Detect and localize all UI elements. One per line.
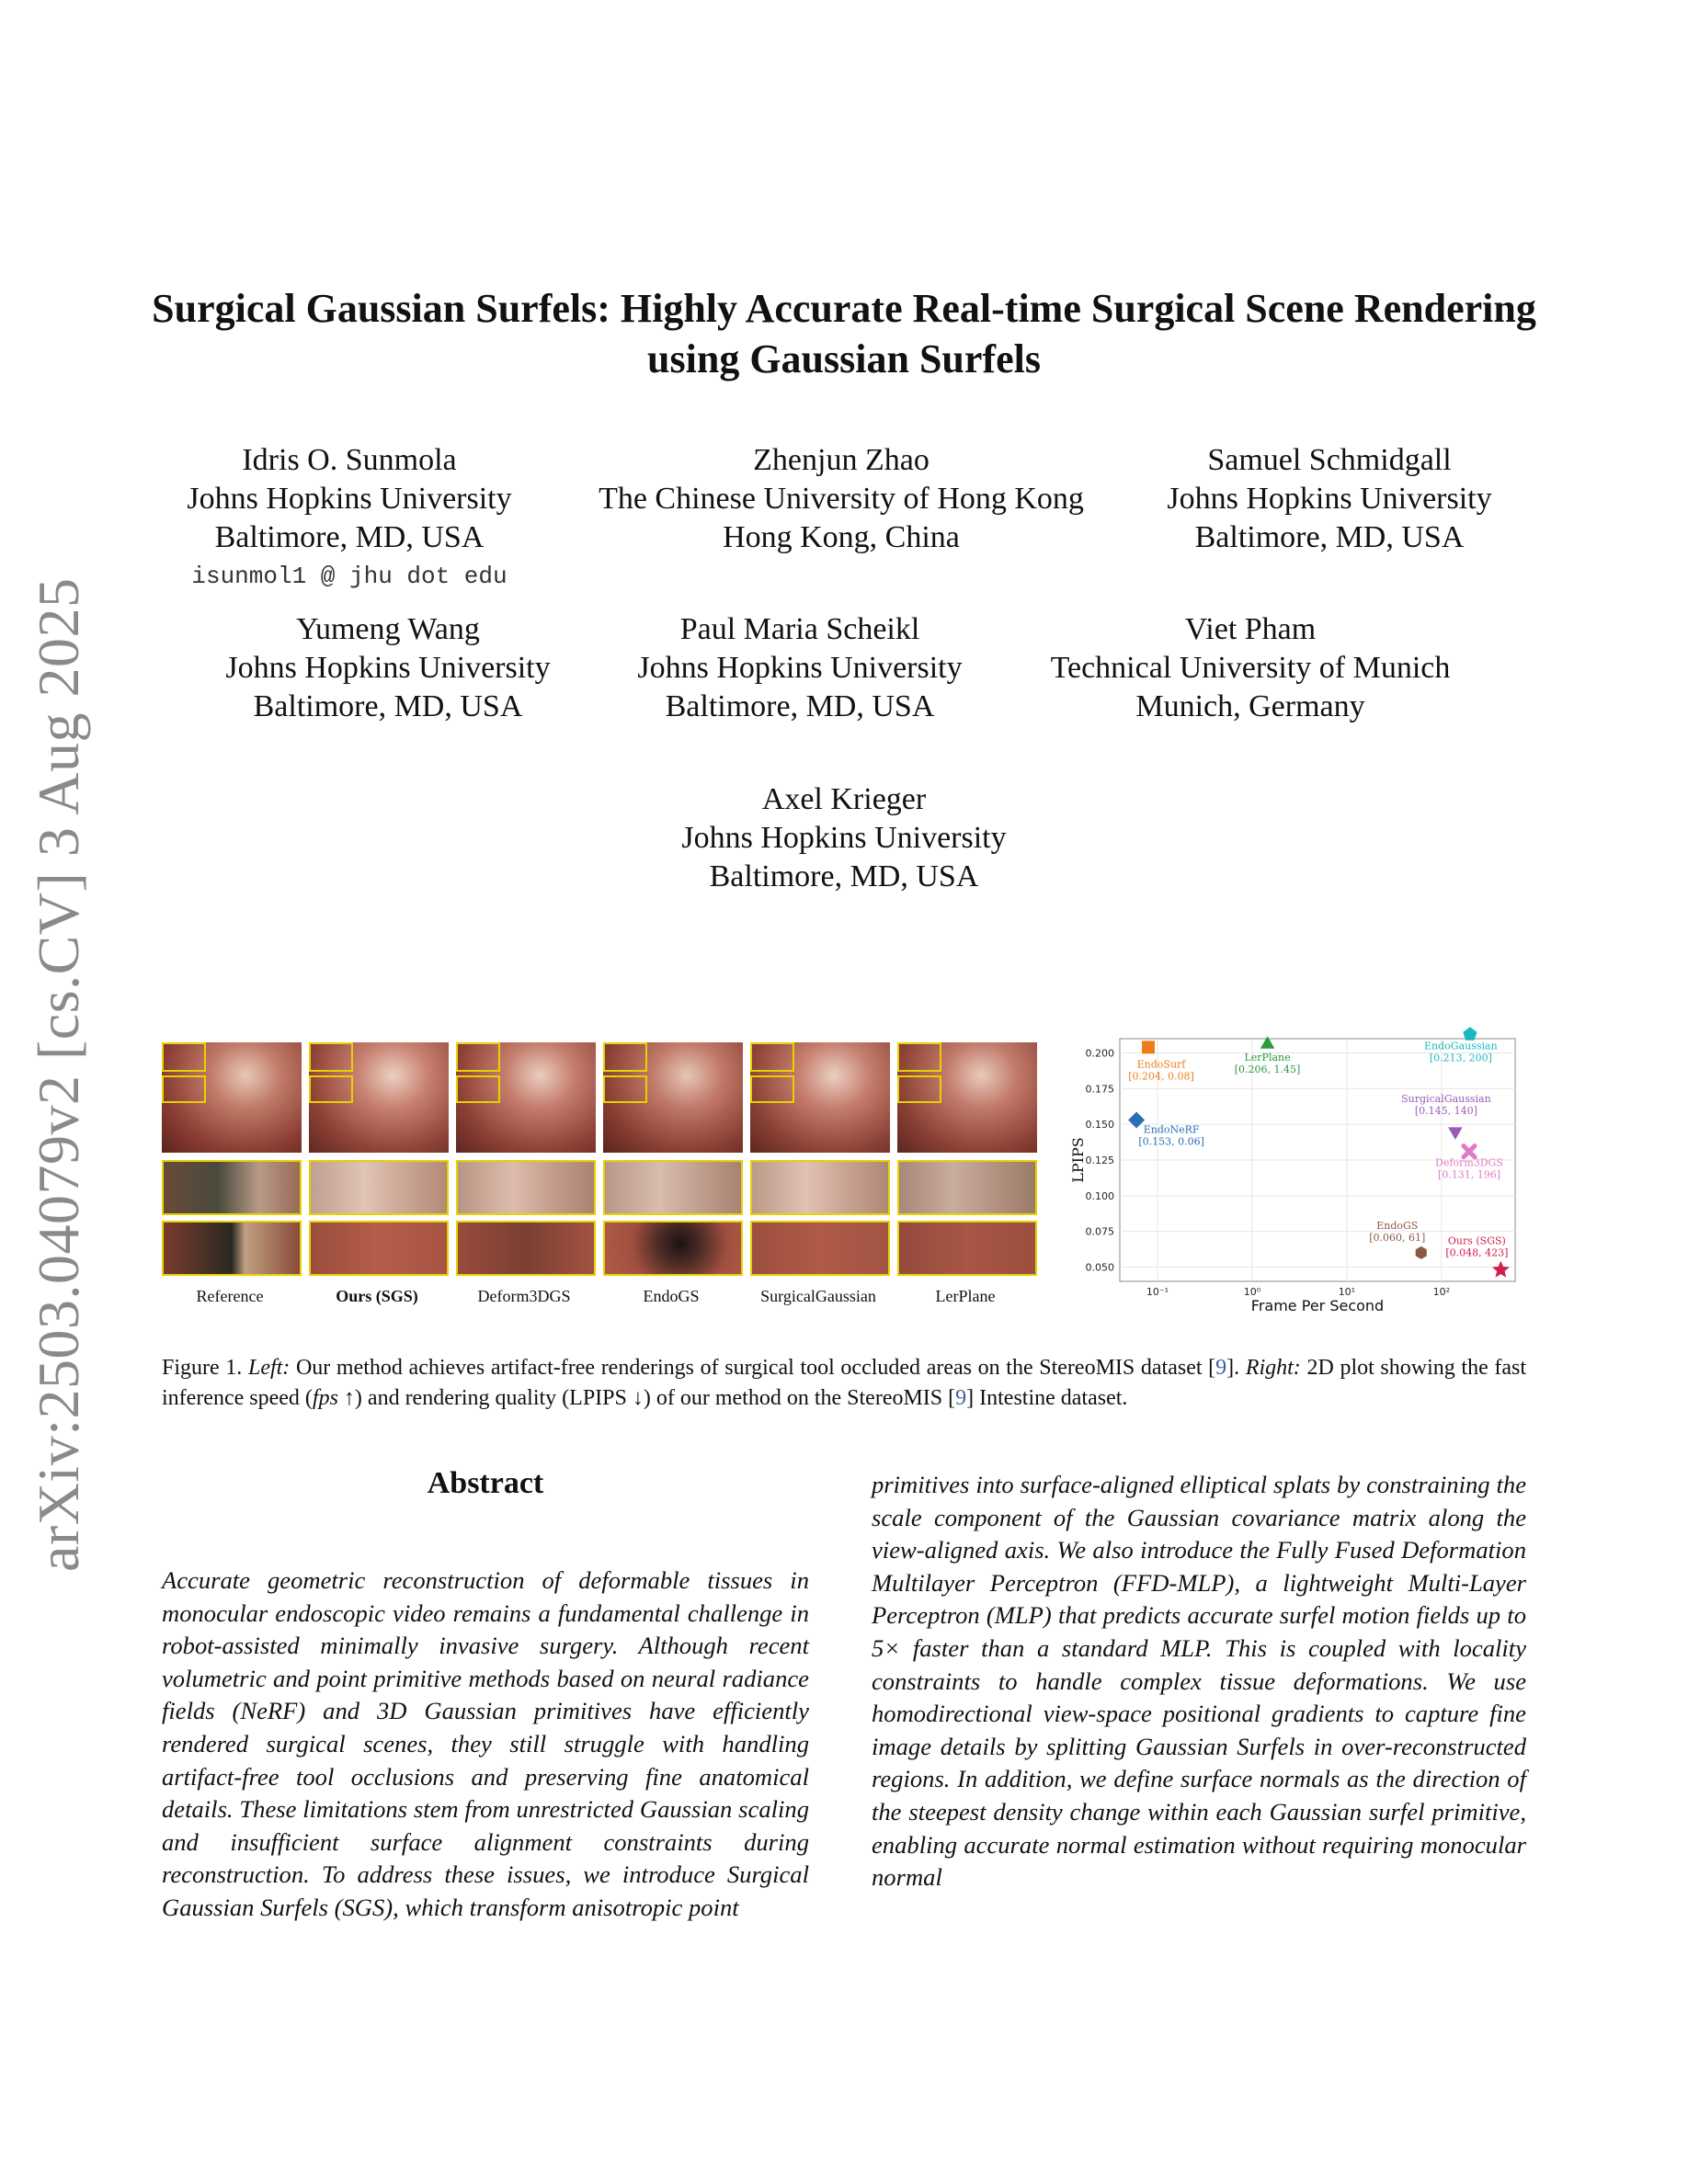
title-line-1: Surgical Gaussian Surfels: Highly Accurate Real-time Surgical Scene Rendering [152,286,1536,331]
point-name-label: SurgicalGaussian [1401,1092,1491,1105]
comparison-image-deform3dgs [456,1042,596,1278]
author-affiliation: The Chinese University of Hong Kong [599,482,1084,516]
author-location: Baltimore, MD, USA [253,689,523,723]
point-value-label: [0.213, 200] [1429,1052,1492,1064]
caption-text: Our method achieves artifact-free renderings of surgical tool occluded areas on the StereoMIS dataset [ [295,1356,1216,1380]
point-value-label: [0.048, 423] [1445,1246,1509,1259]
author-name: Samuel Schmidgall [1207,443,1452,477]
x-tick-label: 10⁻¹ [1146,1286,1169,1298]
author-block [1021,610,1480,726]
y-tick-label: 0.075 [1085,1225,1114,1238]
arxiv-identifier: arXiv:2503.04079v2 [cs.CV] 3 Aug 2025 [26,577,91,1572]
author-location: Baltimore, MD, USA [214,520,485,554]
caption-text: ]. [1226,1356,1246,1380]
author-block [651,780,1037,896]
title-line-2: using Gaussian Surfels [647,336,1041,381]
rendering-comparison-grid [162,1042,1044,1281]
tile-label-endogs: EndoGS [643,1287,700,1305]
author-email: isunmol1 @ jhu dot edu [191,563,508,590]
author-location: Baltimore, MD, USA [665,689,935,723]
author-affiliation: Johns Hopkins University [681,821,1007,855]
abstract-left-column [162,1564,809,1925]
comparison-image-ours [309,1042,449,1278]
point-name-label: Ours (SGS) [1447,1234,1506,1247]
tile-label-reference: Reference [196,1287,264,1305]
tile-label-deform3dgs: Deform3DGS [477,1287,571,1305]
comparison-image-surgicalgaussian [750,1042,890,1278]
marker-endosurf [1142,1041,1155,1053]
point-value-label: [0.060, 61] [1369,1231,1426,1244]
abstract-text: primitives into surface-aligned elliptical splats by constraining the scale component of the Gaussian covariance matrix along the view-aligned axis. We also introduce the Fully Fused Deformation Multilayer Perceptron (FFD-MLP), a lightweight Multi-Layer Perceptron (MLP) that predicts accurate surfel motion fields up to 5× faster than a standard MLP. This is coupled with locality constraints to handle complex tissue deformations. We use homodirectional view-space positional gradients to capture fine image details by splitting Gaussian Surfels in over-reconstructed regions. In addition, we define surface normals as the direction of the steepest density change within each Gaussian surfel primitive, enabling accurate normal estimation without requiring monocular normal [872,1471,1526,1892]
author-block [195,610,581,726]
point-value-label: [0.206, 1.45] [1234,1064,1301,1076]
caption-text: 2D plot showing the fast inference speed ( [162,1356,1527,1410]
caption-prefix: Figure 1. [162,1356,243,1380]
point-name-label: EndoSurf [1136,1058,1186,1071]
y-tick-label: 0.175 [1085,1083,1114,1096]
author-location: Hong Kong, China [723,520,960,554]
author-name: Zhenjun Zhao [753,443,930,477]
point-name-label: EndoGaussian [1424,1040,1498,1052]
y-tick-label: 0.150 [1085,1119,1114,1132]
abstract-right-column [872,1469,1526,1894]
author-location: Baltimore, MD, USA [1194,520,1465,554]
y-tick-label: 0.050 [1085,1261,1114,1274]
citation-link[interactable]: 9 [955,1386,967,1410]
caption-text: ) and rendering quality (LPIPS ↓) of our method on the StereoMIS [ [354,1386,956,1410]
point-value-label: [0.153, 0.06] [1138,1135,1204,1148]
author-affiliation: Johns Hopkins University [637,651,963,685]
author-name: Viet Pham [1184,612,1317,646]
author-name: Axel Krieger [761,782,927,816]
author-block [1136,441,1523,557]
x-axis-label: Frame Per Second [1250,1297,1385,1314]
abstract-heading: Abstract [427,1466,544,1500]
abstract-text: Accurate geometric reconstruction of deformable tissues in monocular endoscopic video remains a fundamental challenge in robot-assisted minimally invasive surgery. Although recent volumetric and point primitive methods based on neural radiance fields (NeRF) and 3D Gaussian primitives have efficiently rendered surgical scenes, they still struggle with handling artifact-free tool occlusions and preserving fine anatomical details. These limitations stem from unrestricted Gaussian scaling and insufficient surface alignment constraints during reconstruction. To address these issues, we introduce Surgical Gaussian Surfels (SGS), which transform anisotropic point [162,1566,809,1921]
citation-link[interactable]: 9 [1215,1356,1227,1380]
point-value-label: [0.204, 0.08] [1128,1070,1194,1083]
y-tick-label: 0.200 [1085,1047,1114,1060]
point-name-label: LerPlane [1244,1052,1291,1064]
y-tick-label: 0.125 [1085,1155,1114,1166]
caption-right-label: Right: [1245,1356,1301,1380]
author-location: Munich, Germany [1135,689,1365,723]
lpips-vs-fps-scatter-plot [1066,1015,1526,1318]
author-block [570,441,1112,557]
author-name: Yumeng Wang [296,612,480,646]
author-affiliation: Johns Hopkins University [187,482,512,516]
x-tick-label: 10¹ [1338,1286,1356,1298]
y-axis-label: LPIPS [1069,1137,1087,1183]
caption-text: ] Intestine dataset. [966,1386,1128,1410]
x-tick-label: 10² [1432,1286,1451,1298]
tile-label-lerplane: LerPlane [935,1287,996,1305]
author-affiliation: Johns Hopkins University [225,651,551,685]
author-affiliation: Johns Hopkins University [1167,482,1492,516]
figure-caption [162,1353,1526,1414]
author-block [607,610,993,726]
marker-endogaussian [1463,1027,1477,1041]
point-name-label: EndoGS [1376,1219,1419,1232]
x-tick-label: 10⁰ [1243,1286,1261,1298]
comparison-image-reference [162,1042,302,1278]
comparison-image-endogs [603,1042,743,1278]
point-value-label: [0.145, 140] [1414,1104,1477,1117]
point-name-label: EndoNeRF [1143,1123,1200,1136]
author-affiliation: Technical University of Munich [1050,651,1451,685]
paper-title [147,283,1541,384]
caption-left-label: Left: [247,1356,291,1380]
point-value-label: [0.131, 196] [1437,1168,1500,1181]
author-name: Idris O. Sunmola [242,443,457,477]
caption-fps: fps ↑ [312,1386,355,1410]
author-block [156,441,542,596]
tile-label-ours: Ours (SGS) [336,1287,418,1305]
author-name: Paul Maria Scheikl [679,612,920,646]
comparison-image-lerplane [897,1042,1037,1278]
y-tick-label: 0.100 [1085,1189,1114,1202]
tile-label-surgicalgaussian: SurgicalGaussian [760,1287,876,1305]
author-location: Baltimore, MD, USA [709,859,979,893]
point-name-label: Deform3DGS [1435,1156,1503,1169]
